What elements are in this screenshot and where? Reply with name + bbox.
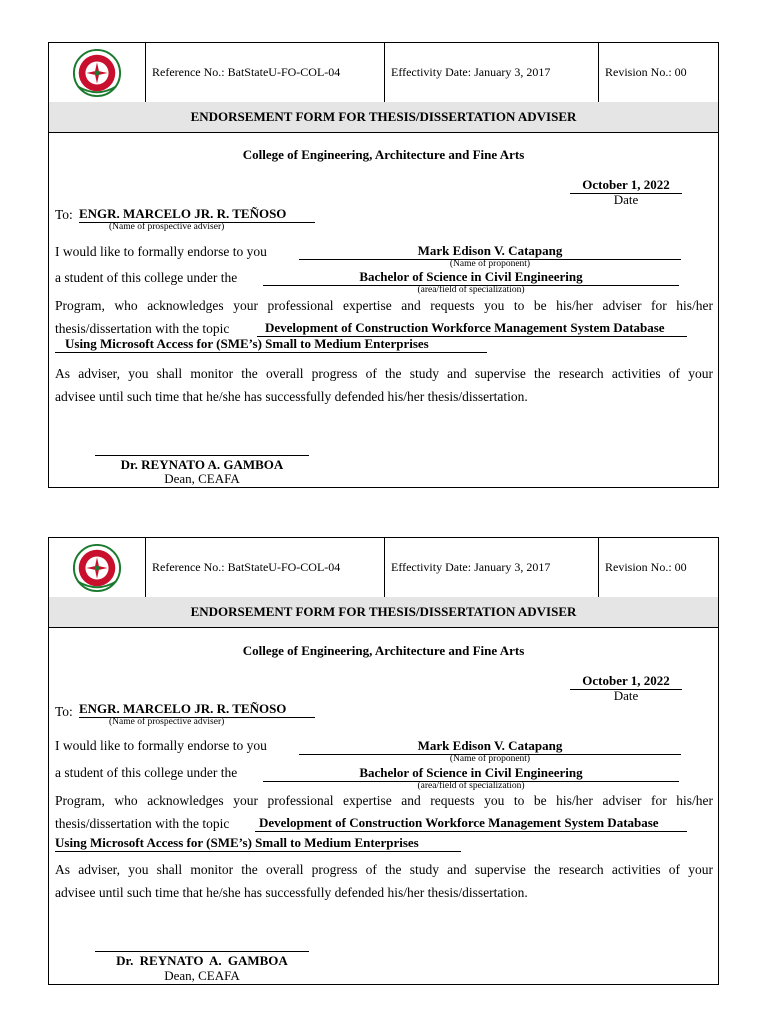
- adviser-name: ENGR. MARCELO JR. R. TEÑOSO: [79, 701, 315, 718]
- adviser-paragraph-line-1: As adviser, you shall monitor the overall progress of the study and supervise the research activities of your: [55, 366, 713, 381]
- logo-cell: [49, 538, 146, 597]
- endorse-text: I would like to formally endorse to you: [55, 738, 267, 753]
- effectivity-date: Effectivity Date: January 3, 2017: [385, 43, 599, 102]
- dean-name: Dr. REYNATO A. GAMBOA: [116, 953, 288, 968]
- reference-number: Reference No.: BatStateU-FO-COL-04: [146, 538, 385, 597]
- adviser-paragraph-line-2: advisee until such time that he/she has successfully defended his/her thesis/dissertation.: [55, 389, 528, 404]
- proponent-name: Mark Edison V. Catapang: [299, 243, 681, 260]
- date-value: October 1, 2022: [570, 673, 682, 690]
- program-caption: (area/field of specialization): [417, 781, 525, 791]
- topic-lead: thesis/dissertation with the topic: [55, 816, 230, 831]
- adviser-paragraph-line-1: As adviser, you shall monitor the overall progress of the study and supervise the research activities of your: [55, 862, 713, 877]
- signature-line: [95, 455, 309, 456]
- adviser-caption: (Name of prospective adviser): [109, 717, 225, 727]
- proponent-name: Mark Edison V. Catapang: [299, 738, 681, 755]
- reference-number: Reference No.: BatStateU-FO-COL-04: [146, 43, 385, 102]
- effectivity-date: Effectivity Date: January 3, 2017: [385, 538, 599, 597]
- dean-title: Dean, CEAFA: [164, 471, 240, 486]
- topic-line-2: Using Microsoft Access for (SME’s) Small to Medium Enterprises: [55, 336, 487, 353]
- form-header: [49, 43, 718, 103]
- logo-cell: [49, 43, 146, 102]
- topic-line-2: Using Microsoft Access for (SME’s) Small to Medium Enterprises: [55, 835, 461, 852]
- dean-title: Dean, CEAFA: [164, 968, 240, 983]
- form-title: ENDORSEMENT FORM FOR THESIS/DISSERTATION ADVISER: [49, 597, 718, 628]
- paragraph-line-1: Program, who acknowledges your professional expertise and requests you to be his/her adviser for his/her: [55, 793, 713, 808]
- revision-number: Revision No.: 00: [605, 560, 687, 574]
- revision-number: Revision No.: 00: [605, 65, 687, 79]
- date-label: Date: [613, 192, 639, 207]
- college-name: College of Engineering, Architecture and Fine Arts: [242, 643, 525, 658]
- form-title: ENDORSEMENT FORM FOR THESIS/DISSERTATION ADVISER: [49, 102, 718, 133]
- date-label: Date: [613, 688, 639, 703]
- dean-name: Dr. REYNATO A. GAMBOA: [120, 457, 284, 472]
- signature-line: [95, 951, 309, 952]
- topic-lead: thesis/dissertation with the topic: [55, 321, 230, 336]
- to-label: To:: [55, 207, 73, 222]
- topic-line-1: Development of Construction Workforce Management System Database: [257, 320, 687, 337]
- student-text: a student of this college under the: [55, 765, 238, 780]
- proponent-caption: (Name of proponent): [449, 754, 531, 764]
- student-text: a student of this college under the: [55, 270, 238, 285]
- date-value: October 1, 2022: [570, 177, 682, 194]
- program-caption: (area/field of specialization): [417, 285, 525, 295]
- endorsement-form-2: [48, 537, 719, 985]
- endorse-text: I would like to formally endorse to you: [55, 244, 267, 259]
- college-name: College of Engineering, Architecture and Fine Arts: [242, 147, 525, 162]
- university-seal-logo: [68, 543, 126, 593]
- proponent-caption: (Name of proponent): [449, 259, 531, 269]
- to-label: To:: [55, 704, 73, 719]
- adviser-paragraph-line-2: advisee until such time that he/she has successfully defended his/her thesis/dissertation.: [55, 885, 528, 900]
- endorsement-form-1: [48, 42, 719, 488]
- program-name: Bachelor of Science in Civil Engineering: [263, 269, 679, 286]
- adviser-name: ENGR. MARCELO JR. R. TEÑOSO: [79, 206, 315, 223]
- university-seal-logo: [68, 48, 126, 98]
- adviser-caption: (Name of prospective adviser): [109, 222, 225, 232]
- program-name: Bachelor of Science in Civil Engineering: [263, 765, 679, 782]
- paragraph-line-1: Program, who acknowledges your professional expertise and requests you to be his/her adviser for his/her: [55, 298, 713, 313]
- form-header: [49, 538, 718, 598]
- topic-line-1: Development of Construction Workforce Management System Database: [255, 815, 687, 832]
